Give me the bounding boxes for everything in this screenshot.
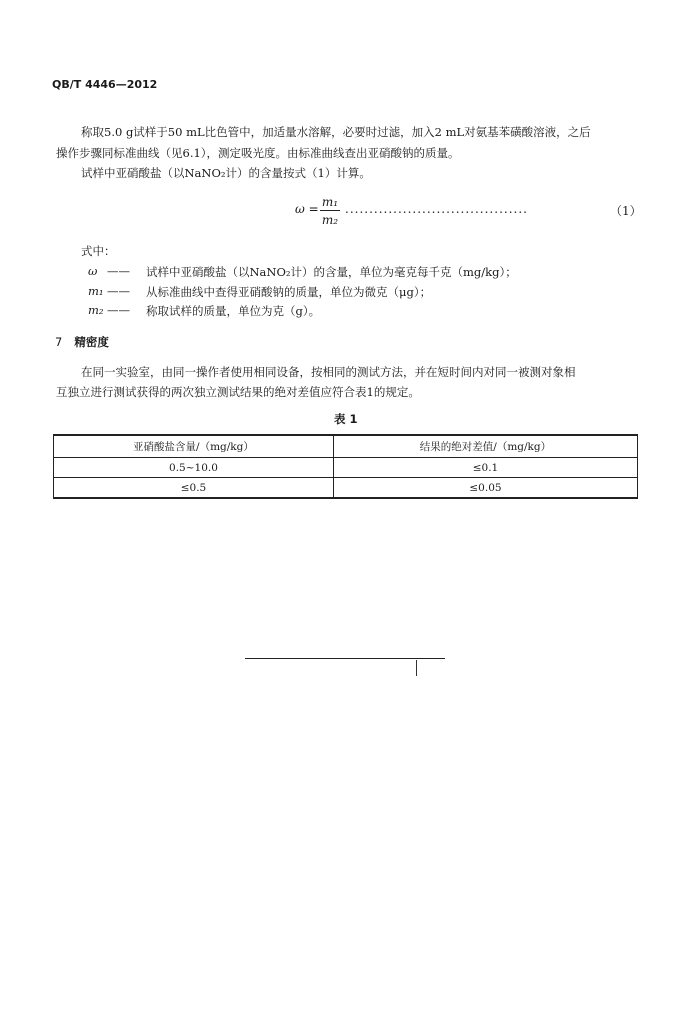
where-desc-omega: 试样中亚硝酸盐（以NaNO₂计）的含量，单位为毫克每千克（mg/kg）；	[146, 265, 517, 279]
where-dash: ——	[107, 284, 130, 298]
paragraph-precision-line1: 在同一实验室，由同一操作者使用相同设备，按相同的测试方法，并在短时间内对同一被测对象相	[81, 365, 576, 379]
paragraph-calculation-intro: 试样中亚硝酸盐（以NaNO₂计）的含量按式（1）计算。	[81, 166, 371, 180]
table-header-difference: 结果的绝对差值/（mg/kg）	[333, 435, 637, 458]
table-row	[54, 458, 638, 478]
table-header-content: 亚硝酸盐含量/（mg/kg）	[54, 435, 334, 458]
formula-numerator: m₁	[321, 195, 339, 209]
where-symbol-m2: m₂	[88, 303, 104, 317]
section-number: 7	[55, 335, 63, 349]
section-7-heading	[55, 334, 109, 350]
where-intro: 式中：	[81, 244, 116, 258]
where-symbol-m1: m₁	[88, 284, 104, 298]
table-row	[54, 478, 638, 499]
table-cell: ≤0.1	[333, 458, 637, 478]
where-desc-m1: 从标准曲线中查得亚硝酸钠的质量，单位为微克（μg）；	[146, 285, 432, 299]
table-cell: ≤0.5	[54, 478, 334, 499]
precision-table	[53, 434, 638, 499]
paragraph-precision-line2: 互独立进行测试获得的两次独立测试结果的绝对差值应符合表1的规定。	[56, 385, 420, 399]
section-title: 精密度	[74, 335, 109, 349]
table-caption: 表 1	[334, 412, 358, 426]
fraction-bar	[320, 210, 340, 211]
where-dash: ——	[107, 264, 130, 278]
formula-lhs: ω =	[295, 202, 319, 216]
table-cell: ≤0.05	[333, 478, 637, 499]
document-code: QB/T 4446—2012	[52, 78, 158, 91]
formula-fraction	[320, 195, 340, 227]
formula-number: （1）	[610, 204, 642, 218]
paragraph-procedure-line1: 称取5.0 g试样于50 mL比色管中，加适量水溶解，必要时过滤，加入2 mL对氨基苯磺酸溶液，之后	[81, 125, 591, 139]
where-dash: ——	[107, 303, 130, 317]
table-header-row	[54, 435, 638, 458]
scan-mark	[416, 660, 417, 676]
paragraph-procedure-line2: 操作步骤同标准曲线（见6.1），测定吸光度。由标准曲线查出亚硝酸钠的质量。	[56, 146, 460, 160]
end-rule	[245, 658, 445, 659]
formula-leader-dots: ......................................	[345, 202, 528, 216]
where-symbol-omega: ω	[88, 264, 98, 278]
formula-denominator: m₂	[321, 213, 339, 227]
where-desc-m2: 称取试样的质量，单位为克（g）。	[146, 304, 321, 318]
table-cell: 0.5~10.0	[54, 458, 334, 478]
